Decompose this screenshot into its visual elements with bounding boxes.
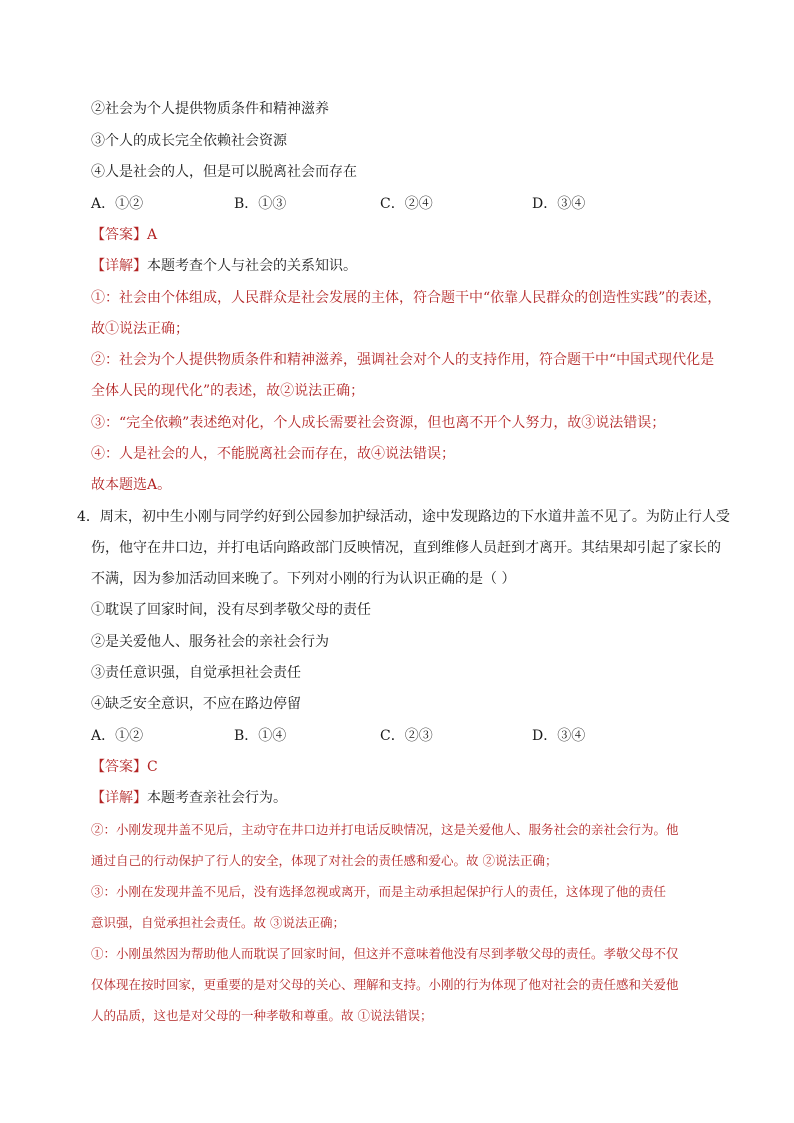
- q3-explanation-line: ②：社会为个人提供物质条件和精神滋养，强调社会对个人的支持作用，符合题干中“中国式现代化是: [91, 352, 715, 368]
- q3-explanation-line: 故①说法正确；: [91, 321, 189, 337]
- q3-conclusion: 故本题选A。: [91, 477, 172, 493]
- q4-statement-2: ②是关爱他人、服务社会的亲社会行为: [91, 634, 329, 650]
- q3-option-d: D．③④: [532, 196, 586, 212]
- answer-label: 【答案】: [91, 759, 147, 775]
- q4-explanation-line: ①：小刚虽然因为帮助他人而耽误了回家时间，但这并不意味着他没有尽到孝敬父母的责任。孝敬父母不仅: [91, 946, 679, 961]
- q4-explanation-line: 意识强，自觉承担社会责任。故 ③说法正确；: [91, 915, 345, 930]
- q3-option-a: A．①②: [91, 196, 144, 212]
- q4-statement-3: ③责任意识强，自觉承担社会责任: [91, 665, 301, 681]
- answer-value: A: [147, 227, 158, 243]
- q3-option-c: C．②④: [380, 196, 433, 212]
- detail-label: 【详解】: [91, 790, 147, 806]
- q4-explanation-line: ②：小刚发现井盖不见后，主动守在井口边并打电话反映情况，这是关爱他人、服务社会的亲社会行为。他: [91, 822, 679, 837]
- q3-option-b: B．①③: [234, 196, 287, 212]
- answer-label: 【答案】: [91, 227, 147, 243]
- q3-detail: [91, 256, 357, 276]
- q4-explanation-line: 通过自己的行动保护了行人的安全，体现了对社会的责任感和爱心。故 ②说法正确；: [91, 853, 558, 868]
- q4-answer: [91, 757, 158, 777]
- q4-detail: [91, 788, 287, 808]
- q4-statement-1: ①耽误了回家时间，没有尽到孝敬父母的责任: [91, 602, 371, 618]
- q4-stem-line: 伤，他守在井口边，并打电话向路政部门反映情况，直到维修人员赶到才离开。其结果却引起了家长的: [91, 540, 721, 556]
- detail-text: 本题考查亲社会行为。: [147, 790, 287, 806]
- q4-option-a: A．①②: [91, 728, 144, 744]
- detail-label: 【详解】: [91, 258, 147, 274]
- q4-stem-line: 4．周末，初中生小刚与同学约好到公园参加护绿活动，途中发现路边的下水道井盖不见了。为防止行人受: [77, 509, 730, 525]
- q3-statement-3: ③个人的成长完全依赖社会资源: [91, 133, 287, 149]
- q4-explanation-line: ③：小刚在发现井盖不见后，没有选择忽视或离开，而是主动承担起保护行人的责任，这体现了他的责任: [91, 884, 667, 899]
- q3-explanation-line: ④：人是社会的人，不能脱离社会而存在，故④说法错误；: [91, 446, 455, 462]
- q3-explanation-line: ③：“完全依赖”表述绝对化，个人成长需要社会资源，但也离不开个人努力，故③说法错误；: [91, 415, 666, 431]
- q3-explanation-line: 全体人民的现代化”的表述，故②说法正确；: [91, 383, 365, 399]
- q3-explanation-line: ①：社会由个体组成，人民群众是社会发展的主体，符合题干中“依靠人民群众的创造性实践”的表述，: [91, 290, 722, 306]
- q3-answer: [91, 225, 157, 245]
- q3-statement-4: ④人是社会的人，但是可以脱离社会而存在: [91, 164, 357, 180]
- q4-option-d: D．③④: [532, 728, 586, 744]
- q4-explanation-line: 仅体现在按时回家，更重要的是对父母的关心、理解和支持。小刚的行为体现了他对社会的责任感和关爱他: [91, 977, 679, 992]
- detail-text: 本题考查个人与社会的关系知识。: [147, 258, 357, 274]
- q3-statement-2: ②社会为个人提供物质条件和精神滋养: [91, 101, 329, 117]
- q4-stem-line: 不满，因为参加活动回来晚了。下列对小刚的行为认识正确的是（ ）: [91, 571, 516, 587]
- q4-explanation-line: 人的品质，这也是对父母的一种孝敬和尊重。故 ①说法错误；: [91, 1008, 433, 1023]
- answer-value: C: [147, 759, 158, 775]
- q4-statement-4: ④缺乏安全意识，不应在路边停留: [91, 696, 301, 712]
- q4-option-b: B．①④: [234, 728, 287, 744]
- q4-option-c: C．②③: [380, 728, 433, 744]
